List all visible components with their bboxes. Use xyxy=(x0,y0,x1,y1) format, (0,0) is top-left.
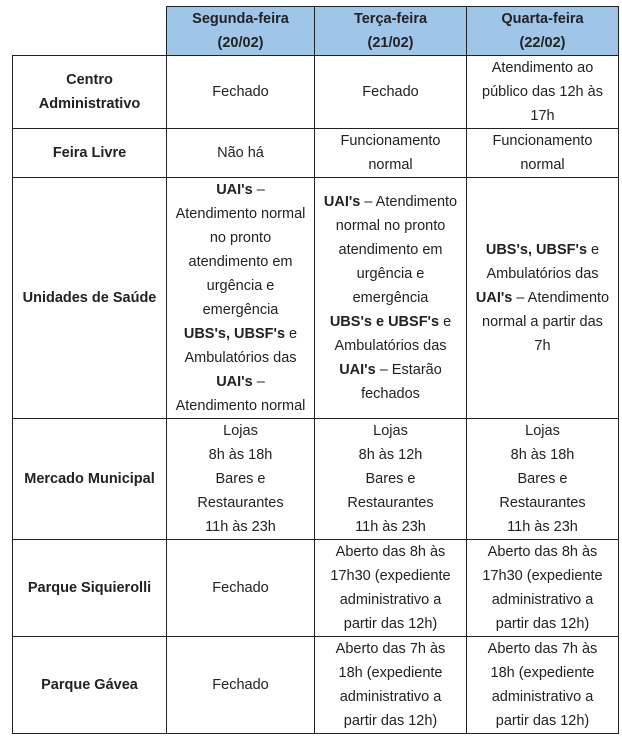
header-wednesday: Quarta-feira (22/02) xyxy=(467,7,619,56)
cell-tuesday: Funcionamento normal xyxy=(315,129,467,178)
cell-tuesday: Fechado xyxy=(315,56,467,129)
cell-wednesday: UBS's, UBSF's e Ambulatórios das UAI's – Atendimento normal a partir das 7h xyxy=(467,178,619,419)
cell-monday: Fechado xyxy=(167,56,315,129)
row-parque-siquierolli xyxy=(13,540,619,637)
row-label: Unidades de Saúde xyxy=(13,178,167,419)
cell-tuesday: Aberto das 7h às 18h (expediente administrativo a partir das 12h) xyxy=(315,637,467,734)
header-row xyxy=(13,7,619,56)
cell-tuesday: Lojas 8h às 12h Bares e Restaurantes 11h às 23h xyxy=(315,419,467,540)
schedule-table xyxy=(12,6,619,734)
cell-monday: UAI's – Atendimento normal no pronto atendimento em urgência e emergência UBS's, UBSF's e Ambulatórios das UAI's – Atendimento normal xyxy=(167,178,315,419)
row-label: Mercado Municipal xyxy=(13,419,167,540)
row-label: Centro Administrativo xyxy=(13,56,167,129)
row-parque-gavea xyxy=(13,637,619,734)
cell-tuesday: UAI's – Atendimento normal no pronto atendimento em urgência e emergência UBS's e UBSF's e Ambulatórios das UAI's – Estarão fechados xyxy=(315,178,467,419)
cell-monday: Fechado xyxy=(167,540,315,637)
row-unidades-de-saude xyxy=(13,178,619,419)
row-label: Feira Livre xyxy=(13,129,167,178)
cell-wednesday: Funcionamento normal xyxy=(467,129,619,178)
row-label: Parque Siquierolli xyxy=(13,540,167,637)
cell-tuesday: Aberto das 8h às 17h30 (expediente administrativo a partir das 12h) xyxy=(315,540,467,637)
row-label: Parque Gávea xyxy=(13,637,167,734)
cell-wednesday: Lojas 8h às 18h Bares e Restaurantes 11h às 23h xyxy=(467,419,619,540)
cell-wednesday: Aberto das 8h às 17h30 (expediente administrativo a partir das 12h) xyxy=(467,540,619,637)
cell-wednesday: Atendimento ao público das 12h às 17h xyxy=(467,56,619,129)
cell-monday: Lojas 8h às 18h Bares e Restaurantes 11h às 23h xyxy=(167,419,315,540)
header-monday: Segunda-feira (20/02) xyxy=(167,7,315,56)
row-feira-livre xyxy=(13,129,619,178)
cell-monday: Fechado xyxy=(167,637,315,734)
corner-cell xyxy=(13,7,167,56)
cell-wednesday: Aberto das 7h às 18h (expediente administrativo a partir das 12h) xyxy=(467,637,619,734)
row-centro-administrativo xyxy=(13,56,619,129)
header-tuesday: Terça-feira (21/02) xyxy=(315,7,467,56)
row-mercado-municipal xyxy=(13,419,619,540)
cell-monday: Não há xyxy=(167,129,315,178)
